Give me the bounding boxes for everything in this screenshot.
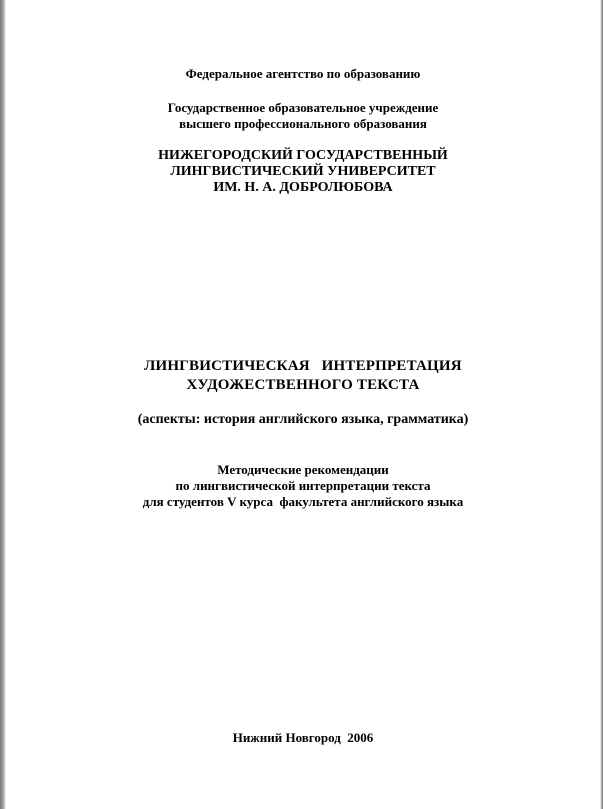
method-line-1: Методические рекомендации: [217, 462, 389, 477]
agency-name: Федеральное агентство по образованию: [185, 66, 421, 81]
method-line-3: для студентов V курса факультета английского языка: [142, 494, 464, 509]
university-line-2: ЛИНГВИСТИЧЕСКИЙ УНИВЕРСИТЕТ: [170, 164, 436, 179]
document-subtitle: (аспекты: история английского языка, грамматика): [137, 412, 469, 427]
university-line-1: НИЖЕГОРОДСКИЙ ГОСУДАРСТВЕННЫЙ: [158, 148, 448, 163]
title-page: [6, 0, 600, 809]
document-title-line-2: ХУДОЖЕСТВЕННОГО ТЕКСТА: [186, 377, 420, 393]
institution-line-2: высшего профессионального образования: [179, 116, 427, 131]
method-line-2: по лингвистической интерпретации текста: [175, 478, 431, 493]
university-line-3: ИМ. Н. А. ДОБРОЛЮБОВА: [213, 180, 393, 195]
publication-place-year: Нижний Новгород 2006: [232, 730, 374, 745]
document-title-line-1: ЛИНГВИСТИЧЕСКАЯ ИНТЕРПРЕТАЦИЯ: [144, 358, 462, 374]
institution-line-1: Государственное образовательное учреждение: [167, 100, 439, 115]
